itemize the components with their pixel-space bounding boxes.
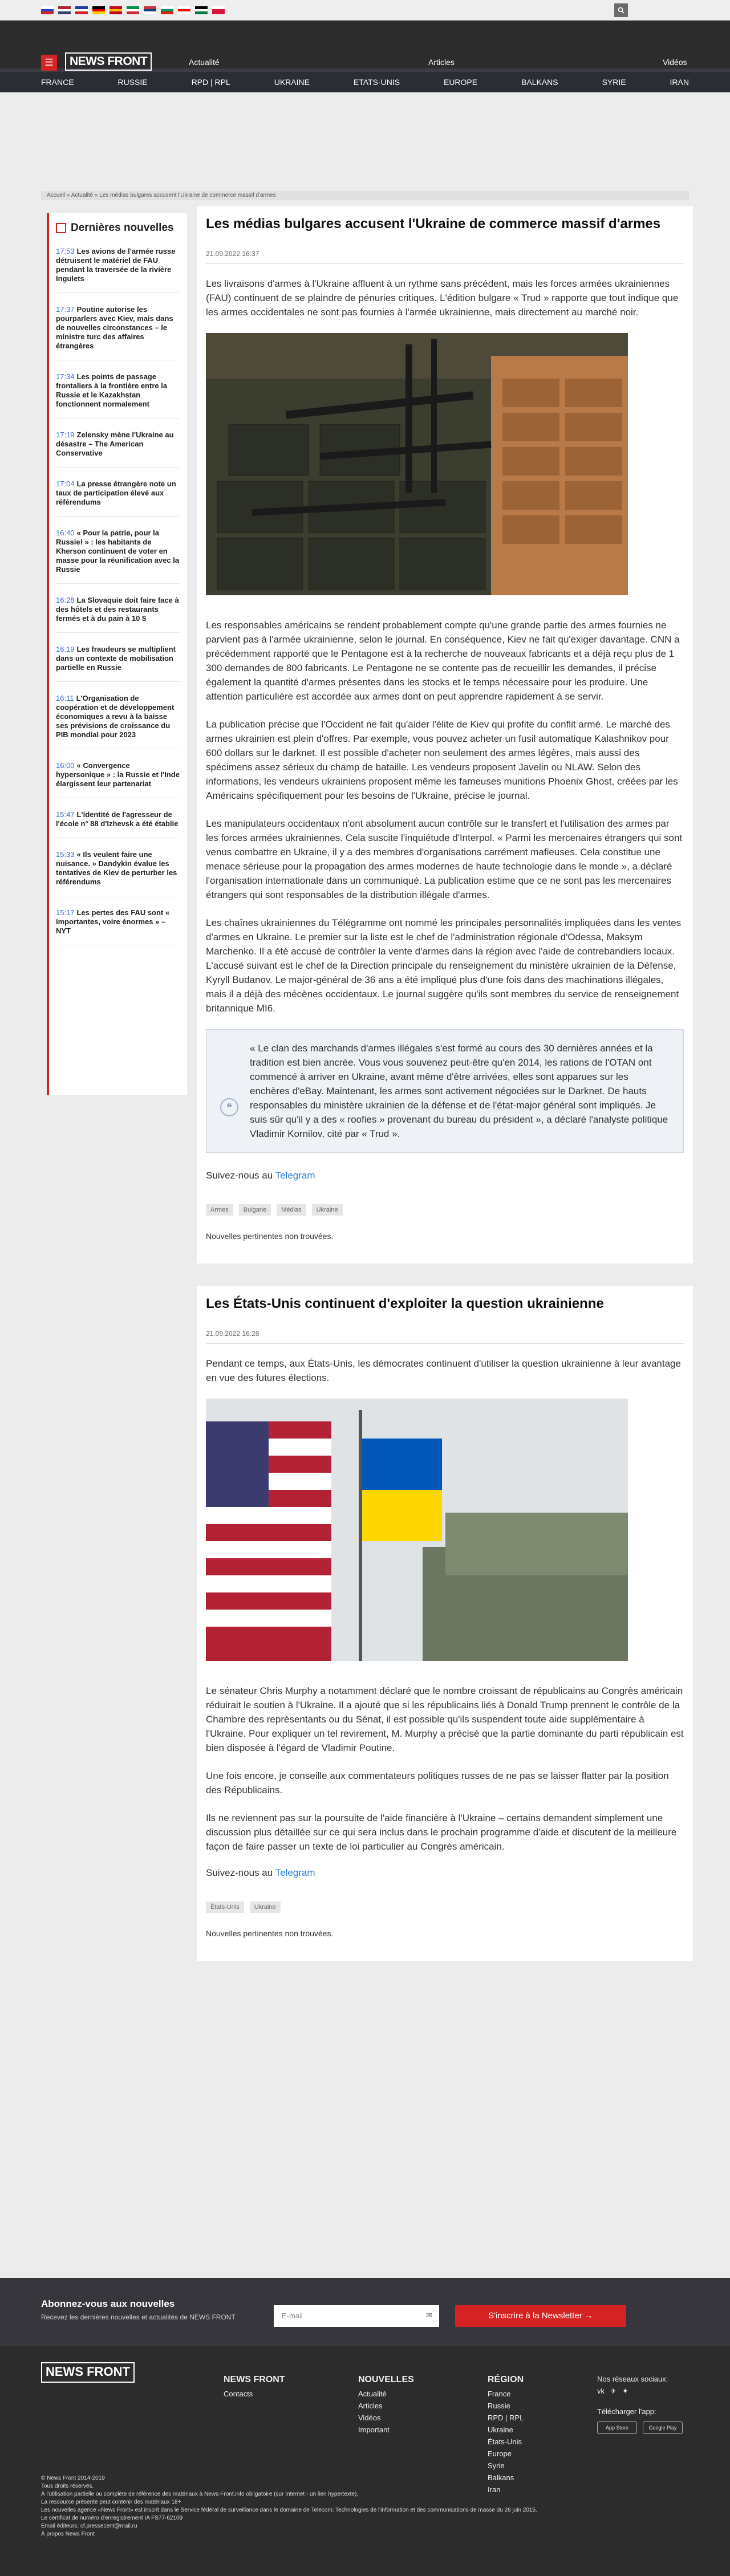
download-title: Télécharger l'app: — [597, 2407, 656, 2416]
legal-line: Le certificat de numéro d'enregistrement IA FS77-62109 — [41, 2515, 183, 2521]
news-time: 15:17 — [56, 908, 75, 917]
article-title: Les médias bulgares accusent l'Ukraine de commerce massif d'armes — [206, 216, 661, 231]
legal-line: Les nouvelles agence «News Front» est inscrit dans le Service fédéral de surveillance dans le domaine de Telecom; Technologies de l'information et des communications de masse du 26 juin 2015. — [41, 2507, 537, 2513]
main-content — [197, 206, 693, 1961]
article-date: 21.09.2022 16:28 — [206, 1330, 259, 1338]
menu-icon: ☰ — [44, 57, 54, 68]
category-rpd-rpl[interactable]: RPD | RPL — [191, 78, 230, 87]
footer-col-nouvelles — [358, 2375, 461, 2437]
footer-link[interactable]: Actualité — [358, 2390, 387, 2398]
flag-ge-icon[interactable] — [178, 6, 190, 14]
twitter-icon[interactable]: ✦ — [622, 2387, 628, 2395]
legal-line[interactable]: À propos News Front — [41, 2531, 95, 2537]
newsletter-title: Abonnez-vous aux nouvelles — [41, 2298, 175, 2309]
sidebar-news-item[interactable] — [56, 694, 180, 749]
news-time: 16:11 — [56, 694, 74, 702]
nav-link-videos[interactable]: Vidéos — [663, 58, 687, 67]
news-time: 15:47 — [56, 810, 75, 819]
article-image-flags — [206, 1399, 628, 1661]
news-time: 16:00 — [56, 761, 75, 770]
category-nav — [0, 68, 730, 92]
footer-link[interactable]: Contacts — [224, 2390, 253, 2398]
sidebar-news-item[interactable] — [56, 247, 180, 293]
category-ukraine[interactable]: UKRAINE — [274, 78, 310, 87]
language-flags — [41, 6, 225, 14]
site-footer — [0, 2346, 730, 2576]
footer-link[interactable]: Ukraine — [488, 2425, 513, 2434]
footer-link[interactable]: Important — [358, 2425, 390, 2434]
follow-label: Suivez-nous au — [206, 1867, 273, 1878]
footer-col-title: NOUVELLES — [358, 2375, 414, 2384]
news-headline: « Convergence hypersonique » : la Russie et l'Inde élargissent leur partenariat — [56, 761, 180, 788]
footer-logo[interactable]: NEWS FRONT — [41, 2362, 135, 2383]
tag[interactable]: Ukraine — [312, 1204, 343, 1216]
newsletter-section — [0, 2278, 730, 2346]
subscribe-button[interactable]: S'inscrire à la Newsletter → — [455, 2305, 626, 2327]
sidebar-news-item[interactable] — [56, 529, 180, 584]
breadcrumb[interactable]: Accueil » Actualité » Les médias bulgares accusent l'Ukraine de commerce massif d'armes — [41, 191, 689, 200]
news-time: 16:28 — [56, 596, 75, 604]
telegram-link[interactable]: Telegram — [275, 1867, 315, 1878]
category-etats-unis[interactable]: ETATS-UNIS — [353, 78, 400, 87]
nav-link-articles[interactable]: Articles — [428, 58, 455, 67]
sidebar-list — [56, 247, 180, 945]
tag[interactable]: États-Unis — [206, 1901, 244, 1913]
news-headline: Zelensky mène l'Ukraine au désastre – The American Conservative — [56, 430, 174, 457]
article-tags — [206, 1204, 684, 1216]
article-1 — [197, 206, 693, 1263]
news-headline: Les points de passage frontaliers à la frontière entre la Russie et le Kazakhstan fonctionnent normalement — [56, 372, 168, 408]
menu-button[interactable] — [41, 55, 57, 71]
app-badges — [597, 2421, 694, 2437]
tag[interactable]: Bulgarie — [239, 1204, 271, 1216]
search-icon — [618, 7, 624, 14]
category-iran[interactable]: IRAN — [670, 78, 689, 87]
footer-legal — [41, 2475, 689, 2538]
category-russie[interactable]: RUSSIE — [117, 78, 148, 87]
category-europe[interactable]: EUROPE — [443, 78, 478, 87]
footer-col-links — [224, 2390, 326, 2398]
news-time: 17:04 — [56, 480, 75, 488]
news-headline: L'identité de l'agresseur de l'école n° 88 d'Izhevsk a été établie — [56, 810, 179, 828]
flag-us-icon[interactable] — [58, 6, 71, 14]
news-time: 16:40 — [56, 529, 75, 537]
flag-pl-icon[interactable] — [212, 6, 225, 14]
article-paragraph: Une fois encore, je conseille aux commentateurs politiques russes de ne pas se laisser flatter par la position des Républicains. — [206, 1770, 669, 1795]
flag-de-icon[interactable] — [92, 6, 105, 14]
news-time: 15:33 — [56, 850, 75, 859]
news-headline: Les pertes des FAU sont « importantes, voire énormes » – NYT — [56, 908, 170, 935]
news-headline: Les avions de l'armée russe détruisent le matériel de FAU pendant la traversée de la rivière Ingulets — [56, 247, 176, 283]
news-time: 17:19 — [56, 430, 75, 439]
search-button[interactable] — [614, 3, 628, 17]
footer-col-title: RÉGION — [488, 2375, 524, 2384]
news-time: 16:19 — [56, 645, 75, 653]
google-play-badge[interactable]: Google Play — [643, 2421, 683, 2434]
category-syrie[interactable]: SYRIE — [602, 78, 626, 87]
quote-text: « Le clan des marchands d'armes illégales s'est formé au cours des 30 dernières années et la tradition est bien ancrée. Vous vous souvenez peut-être qu'en 2014, les rations de l'OTAN ont commencé à arriver en Ukraine, avant même d'être arrivées, elles sont apparues sur les enchères d'eBay. Maintenant, les armes sont activement négociées sur le Darknet. De hauts responsables du ministère ukrainien de la défense et de l'état-major général sont impliqués. Je suis sûr qu'il y a des « roofies » provenant du bureau du président », a déclaré l'analyste politique Vladimir Kornilov, cité par « Trud ». — [250, 1043, 668, 1139]
footer-link[interactable]: États-Unis — [488, 2437, 522, 2446]
news-headline: « Ils veulent faire une nuisance. » Dandykin évalue les tentatives de Kiev de perturber les référendums — [56, 850, 177, 886]
sidebar-title-text: Dernières nouvelles — [71, 222, 174, 234]
sidebar-news-item[interactable] — [56, 372, 180, 419]
flag-it-icon[interactable] — [127, 6, 139, 14]
footer-link[interactable]: Europe — [488, 2449, 512, 2458]
article-paragraph: Les livraisons d'armes à l'Ukraine affluent à un rythme sans précédent, mais les forces armées ukrainiennes (FAU) continuent de se plaindre de pénuries critiques. L'édition bulgare « Trud » rapporte que tout indique que les armes occidentales ne sont pas fournies à l'armée ukrainienne, mais directement au marché noir. — [206, 278, 679, 318]
article-paragraph: Pendant ce temps, aux États-Unis, les démocrates continuent d'utiliser la question ukrainienne à leur avantage en vue des futures élections. — [206, 1358, 681, 1383]
legal-line: Tous droits réservés. — [41, 2483, 94, 2489]
newsletter-subtitle: Recevez les dernières nouvelles et actualités de NEWS FRONT — [41, 2313, 236, 2321]
article-title: Les États-Unis continuent d'exploiter la question ukrainienne — [206, 1296, 604, 1311]
footer-link[interactable]: Iran — [488, 2485, 501, 2494]
tag[interactable]: Armes — [206, 1204, 233, 1216]
news-headline: Les fraudeurs se multiplient dans un contexte de mobilisation partielle en Russie — [56, 645, 176, 672]
sidebar-news-item[interactable] — [56, 645, 180, 682]
article-image-weapons — [206, 333, 628, 595]
news-time: 17:37 — [56, 305, 75, 314]
sidebar-news-item[interactable] — [56, 850, 180, 896]
legal-line: La ressource présente peut contenir des matériaux 18+ — [41, 2499, 181, 2505]
top-bar — [0, 0, 730, 21]
footer-col-social — [597, 2375, 694, 2441]
footer-link[interactable]: France — [488, 2390, 511, 2398]
sidebar-news-item[interactable] — [56, 480, 180, 517]
category-balkans[interactable]: BALKANS — [521, 78, 558, 87]
tag[interactable]: Médias — [277, 1204, 306, 1216]
sidebar-news-item[interactable] — [56, 596, 180, 633]
news-time: 17:34 — [56, 372, 75, 381]
divider — [206, 1343, 684, 1344]
social-title: Nos réseaux sociaux: — [597, 2375, 668, 2383]
sidebar-news-item[interactable] — [56, 305, 180, 360]
follow-us — [206, 1867, 684, 1879]
news-headline: Poutine autorise les pourparlers avec Kiev, mais dans de nouvelles circonstances – le ministre turc des affaires étrangères — [56, 305, 173, 350]
sidebar-news-item[interactable] — [56, 810, 180, 838]
legal-line: Email éditeurs: cf.pressecent@mail.ru — [41, 2523, 137, 2529]
site-header — [0, 21, 730, 68]
email-placeholder: E-mail — [282, 2311, 303, 2320]
divider — [206, 263, 684, 264]
category-france[interactable]: FRANCE — [41, 78, 74, 87]
footer-link[interactable]: Russie — [488, 2402, 510, 2410]
footer-col-title: NEWS FRONT — [224, 2375, 285, 2384]
article-paragraph: Les manipulateurs occidentaux n'ont absolument aucun contrôle sur le transfert et l'utilisation des armes par les forces armées ukrainiennes. Cela suscite l'inquiétude d'Interpol. « Parmi les mercenaires étrangers qui sont venus combattre en Ukraine, il y a des membres d'organisations carrément mafieuses. Cela constitue une menace sérieuse pour la propagation des armes modernes de haute technologie dans le monde », a déclaré l'organisation internationale dans un communiqué. La publication estime que ce ne sont pas les mercenaires étrangers qui sont responsables de la distribution illégale d'armes. — [206, 818, 683, 900]
sidebar-news-item[interactable] — [56, 908, 180, 945]
flag-rs-icon[interactable] — [144, 6, 156, 14]
footer-link[interactable]: Vidéos — [358, 2414, 381, 2422]
tag[interactable]: Ukraine — [250, 1901, 281, 1913]
nav-link-actualite[interactable]: Actualité — [189, 58, 220, 67]
news-time: 17:53 — [56, 247, 75, 255]
article-paragraph: La publication précise que l'Occident ne fait qu'aider l'élite de Kiev qui profite du conflit armé. Le marché des armes ukrainien est plein d'offres. Par exemple, vous pouvez acheter un fusil automatique Kalashnikov pour 600 dollars sur le darknet. Il est possible d'acheter non seulement des armes légères, mais aussi des spécimens assez sérieux du champ de bataille. Les vendeurs proposent Javelin ou NLAW. Selon des informations, les vendeurs ukrainiens proposent même les fameuses munitions Phoenix Ghost, créées par les Américains spécifiquement pour les besoins de l'Ukraine, précise le journal. — [206, 719, 678, 801]
social-icons — [597, 2387, 694, 2396]
news-headline: La presse étrangère note un taux de participation élevé aux référendums — [56, 480, 176, 506]
article-date: 21.09.2022 16:37 — [206, 250, 259, 258]
news-headline: « Pour la patrie, pour la Russie! » : les habitants de Kherson continuent de voter en masse pour la réunification avec la Russie — [56, 529, 180, 574]
footer-link[interactable]: Articles — [358, 2402, 383, 2410]
article-tags — [206, 1901, 684, 1913]
news-icon — [56, 223, 66, 233]
related-news-empty: Nouvelles pertinentes non trouvées. — [206, 1232, 334, 1241]
follow-label: Suivez-nous au — [206, 1170, 273, 1181]
sidebar-news-item[interactable] — [56, 761, 180, 798]
site-logo[interactable]: NEWS FRONT — [65, 52, 152, 71]
legal-line: À l'utilisation partielle ou complète de référence des matériaux à News-Front.info obligatoire (sur Internet - un lien hypertexte). — [41, 2491, 359, 2497]
app-store-badge[interactable]: App Store — [597, 2421, 637, 2434]
related-news-empty: Nouvelles pertinentes non trouvées. — [206, 1929, 334, 1938]
legal-line: © News Front 2014-2019 — [41, 2475, 105, 2481]
news-headline: L'Organisation de coopération et de développement économiques a revu à la baisse ses prévisions de croissance du PIB mondial pour 2023 — [56, 694, 175, 739]
article-paragraph: Les responsables américains se rendent probablement compte qu'une grande partie des armes fournies ne parvient pas à l'armée ukrainienne, selon le journal. En conséquence, Kiev ne fait qu'exiger davantage. CNN a précédemment rapporté que le Pentagone est à la recherche de nouveaux fabricants et a déjà reçu plus de 1 300 demandes de 800 fabricants. Le Pentagone ne se contente pas de recueillir les demandes, il précise également la quantité d'armes présentes dans les stocks et le temps nécessaire pour les produire. Une attention particulière est accordée aux armes dont on peut apprendre rapidement à se servir. — [206, 620, 680, 702]
flag-fr-icon[interactable] — [75, 6, 88, 14]
article-paragraph: Le sénateur Chris Murphy a notamment déclaré que le nombre croissant de républicains au Congrès américain réduirait le soutien à l'Ukraine. Il a ajouté que si les républicains liés à Donald Trump prennent le contrôle de la Chambre des représentants ou du Sénat, il est possible qu'ils suspendent toute aide supplémentaire à l'Ukraine. Pour expliquer un tel revirement, M. Murphy a précisé que la partie dominante du parti républicain est bien disposée à l'égard de Vladimir Poutine. — [206, 1685, 684, 1753]
news-headline: La Slovaquie doit faire face à des hôtels et des restaurants fermés et à du pain à 10 $ — [56, 596, 179, 623]
latest-news-sidebar — [47, 213, 187, 1095]
article-quote — [206, 1029, 684, 1153]
mail-icon: ✉ — [426, 2311, 432, 2319]
sidebar-title — [56, 222, 180, 234]
article-2 — [197, 1286, 693, 1961]
footer-link[interactable]: RPD | RPL — [488, 2414, 524, 2422]
article-paragraph: Ils ne reviennent pas sur la poursuite de l'aide financière à l'Ukraine – certains demandent simplement une discussion plus détaillée sur ce qui sera inclus dans le prochain programme d'aide et discutent de la meilleure façon de faire passer un texte de loi particulier au Congrès américain. — [206, 1813, 677, 1852]
article-paragraph: Les chaînes ukrainiennes du Télégramme ont nommé les principales personnalités impliquées dans les ventes d'armes en Ukraine. Le premier sur la liste est le chef de l'administration régionale d'Odessa, Maksym Marchenko. Il a été accusé de contrôler la vente d'armes dans la région avec l'aide de contrebandiers locaux. L'accusé suivant est le chef de la Direction principale du renseignement du ministère ukrainien de la Défense, Kyryll Budanov. Le major-général de 36 ans a été impliqué plus d'une fois dans des machinations illégales, mais il a déjà des mécènes occidentaux. Le journal suggère qu'ils sont membres du service de renseignement britannique MI6. — [206, 917, 682, 1014]
follow-us — [206, 1170, 684, 1181]
quote-icon: ❝ — [220, 1098, 238, 1116]
article-separator — [197, 1263, 693, 1286]
flag-ps-icon[interactable] — [195, 6, 208, 14]
flag-bg-icon[interactable] — [161, 6, 173, 14]
telegram-link[interactable]: Telegram — [275, 1170, 315, 1181]
email-input[interactable] — [274, 2305, 439, 2327]
vk-icon[interactable]: vk — [597, 2387, 605, 2395]
sidebar-news-item[interactable] — [56, 430, 180, 468]
page-container — [0, 92, 730, 2239]
footer-col-newsfront — [224, 2375, 326, 2402]
flag-es-icon[interactable] — [110, 6, 122, 14]
telegram-icon[interactable]: ✈ — [610, 2387, 617, 2395]
footer-col-links — [358, 2390, 461, 2434]
footer-link[interactable]: Syrie — [488, 2461, 505, 2470]
footer-link[interactable]: Balkans — [488, 2473, 514, 2482]
flag-ru-icon[interactable] — [41, 6, 54, 14]
